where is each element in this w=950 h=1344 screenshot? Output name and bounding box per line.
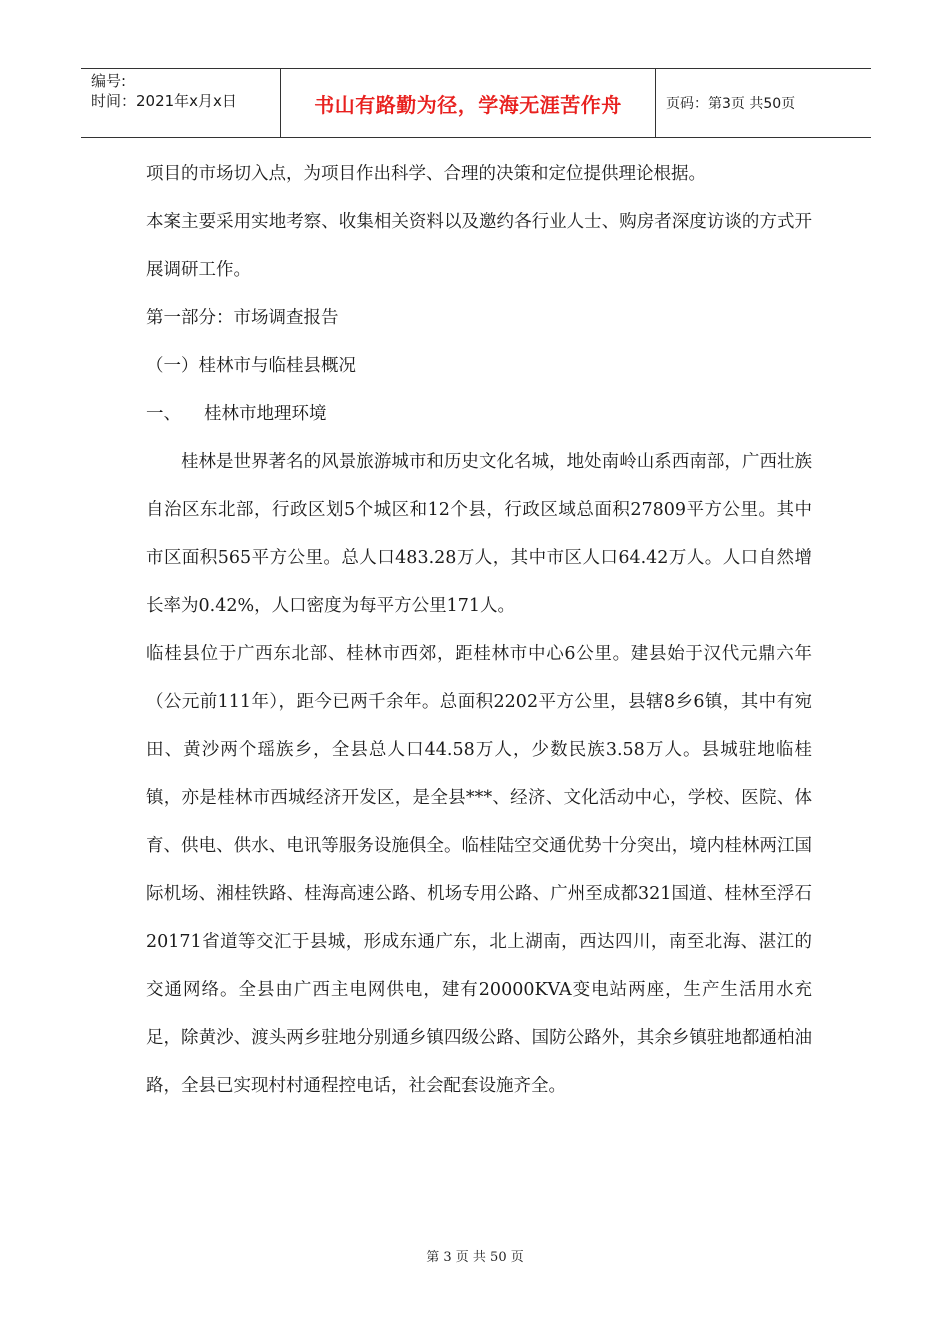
header-motto: 书山有路勤为径，学海无涯苦作舟 — [281, 69, 656, 137]
document-header — [81, 68, 871, 138]
section-heading-part1: 第一部分：市场调查报告 — [146, 308, 339, 328]
subsection-heading: （一）桂林市与临桂县概况 — [146, 356, 356, 376]
document-date: 时间：2021年x月x日 — [91, 92, 237, 110]
header-meta — [81, 69, 281, 137]
paragraph-intro-continued: 项目的市场切入点，为项目作出科学、合理的决策和定位提供理论根据。 — [146, 164, 706, 184]
document-body — [146, 150, 812, 1110]
header-page-info: 页码：第3页 共50页 — [666, 96, 796, 112]
paragraph-guilin-geography: 桂林是世界著名的风景旅游城市和历史文化名城，地处南岭山系西南部，广西壮族自治区东北部，行政区划5个城区和12个县，行政区域总面积27809平方公里。其中市区面积565平方公里。总人口483.28万人，其中市区人口64.42万人。人口自然增长率为0.42%，人口密度为每平方公里171人。 — [146, 452, 812, 616]
item-number: 一、 — [146, 404, 181, 424]
page-footer: 第 3 页 共 50 页 — [426, 1250, 524, 1265]
document-code-label: 编号: — [91, 72, 127, 90]
paragraph-methodology: 本案主要采用实地考察、收集相关资料以及邀约各行业人士、购房者深度访谈的方式开展调研工作。 — [146, 212, 812, 280]
item-heading — [146, 390, 812, 438]
item-title: 桂林市地理环境 — [204, 404, 327, 424]
paragraph-lingui-overview: 临桂县位于广西东北部、桂林市西郊，距桂林市中心6公里。建县始于汉代元鼎六年（公元前111年），距今已两千余年。总面积2202平方公里，县辖8乡6镇，其中有宛田、黄沙两个瑶族乡，全县总人口44.58万人，少数民族3.58万人。县城驻地临桂镇，亦是桂林市西城经济开发区，是全县***、经济、文化活动中心，学校、医院、体育、供电、供水、电讯等服务设施俱全。临桂陆空交通优势十分突出，境内桂林两江国际机场、湘桂铁路、桂海高速公路、机场专用公路、广州至成都321国道、桂林至浮石20171省道等交汇于县城，形成东通广东，北上湖南，西达四川，南至北海、湛江的交通网络。全县由广西主电网供电，建有20000KVA变电站两座，生产生活用水充足，除黄沙、渡头两乡驻地分别通乡镇四级公路、国防公路外，其余乡镇驻地都通柏油路，全县已实现村村通程控电话，社会配套设施齐全。 — [146, 644, 812, 1096]
